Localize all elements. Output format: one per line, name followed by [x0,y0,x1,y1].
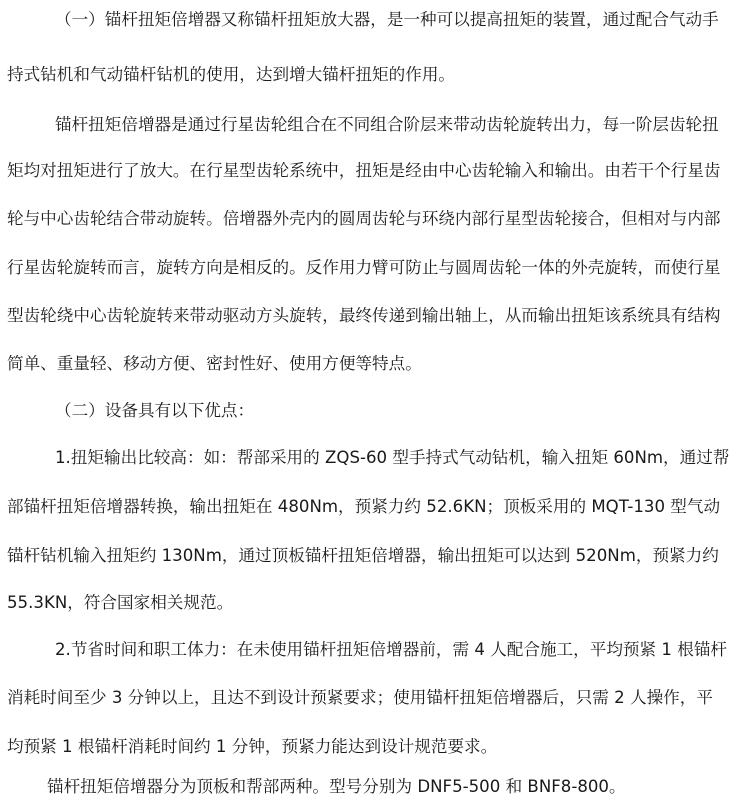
text-line: 持式钻机和气动锚杆钻机的使用，达到增大锚杆扭矩的作用。 [7,65,456,84]
section-heading: （二）设备具有以下优点： [55,401,255,420]
text-line: 1.扭矩输出比较高：如：帮部采用的 ZQS-60 型手持式气动钻机，输入扭矩 60Nm，通过帮 [55,448,730,467]
text-line: 轮与中心齿轮结合带动旋转。倍增器外壳内的圆周齿轮与环绕内部行星型齿轮接合，但相对与内部 [7,209,721,228]
text-line: 均预紧 1 根锚杆消耗时间约 1 分钟，预紧力能达到设计规范要求。 [7,737,498,756]
text-line: （一）锚杆扭矩倍增器又称锚杆扭矩放大器，是一种可以提高扭矩的装置，通过配合气动手 [55,10,719,29]
text-line: 2.节省时间和职工体力：在未使用锚杆扭矩倍增器前，需 4 人配合施工，平均预紧 1 根锚杆 [55,640,728,659]
text-line: 锚杆钻机输入扭矩约 130Nm，通过顶板锚杆扭矩倍增器，输出扭矩可以达到 520Nm，预紧力约 [7,546,719,565]
text-line: 消耗时间至少 3 分钟以上，且达不到设计预紧要求；使用锚杆扭矩倍增器后，只需 2 人操作，平 [7,688,713,707]
text-line: 55.3KN，符合国家相关规范。 [7,593,234,612]
text-line: 型齿轮绕中心齿轮旋转来带动驱动方头旋转，最终传递到输出轴上，从而输出扭矩该系统具有结构 [7,306,721,325]
text-line: 矩均对扭矩进行了放大。在行星型齿轮系统中，扭矩是经由中心齿轮输入和输出。由若干个行星齿 [7,161,721,180]
text-line: 行星齿轮旋转而言，旋转方向是相反的。反作用力臂可防止与圆周齿轮一体的外壳旋转，而使行星 [7,258,721,277]
text-line: 部锚杆扭矩倍增器转换，输出扭矩在 480Nm，预紧力约 52.6KN；顶板采用的 MQT-130 型气动 [7,497,721,516]
text-line: 锚杆扭矩倍增器是通过行星齿轮组合在不同组合阶层来带动齿轮旋转出力，每一阶层齿轮扭 [55,115,719,134]
text-line: 简单、重量轻、移动方便、密封性好、使用方便等特点。 [7,354,422,373]
text-line: 锚杆扭矩倍增器分为顶板和帮部两种。型号分别为 DNF5-500 和 BNF8-800。 [47,777,626,796]
